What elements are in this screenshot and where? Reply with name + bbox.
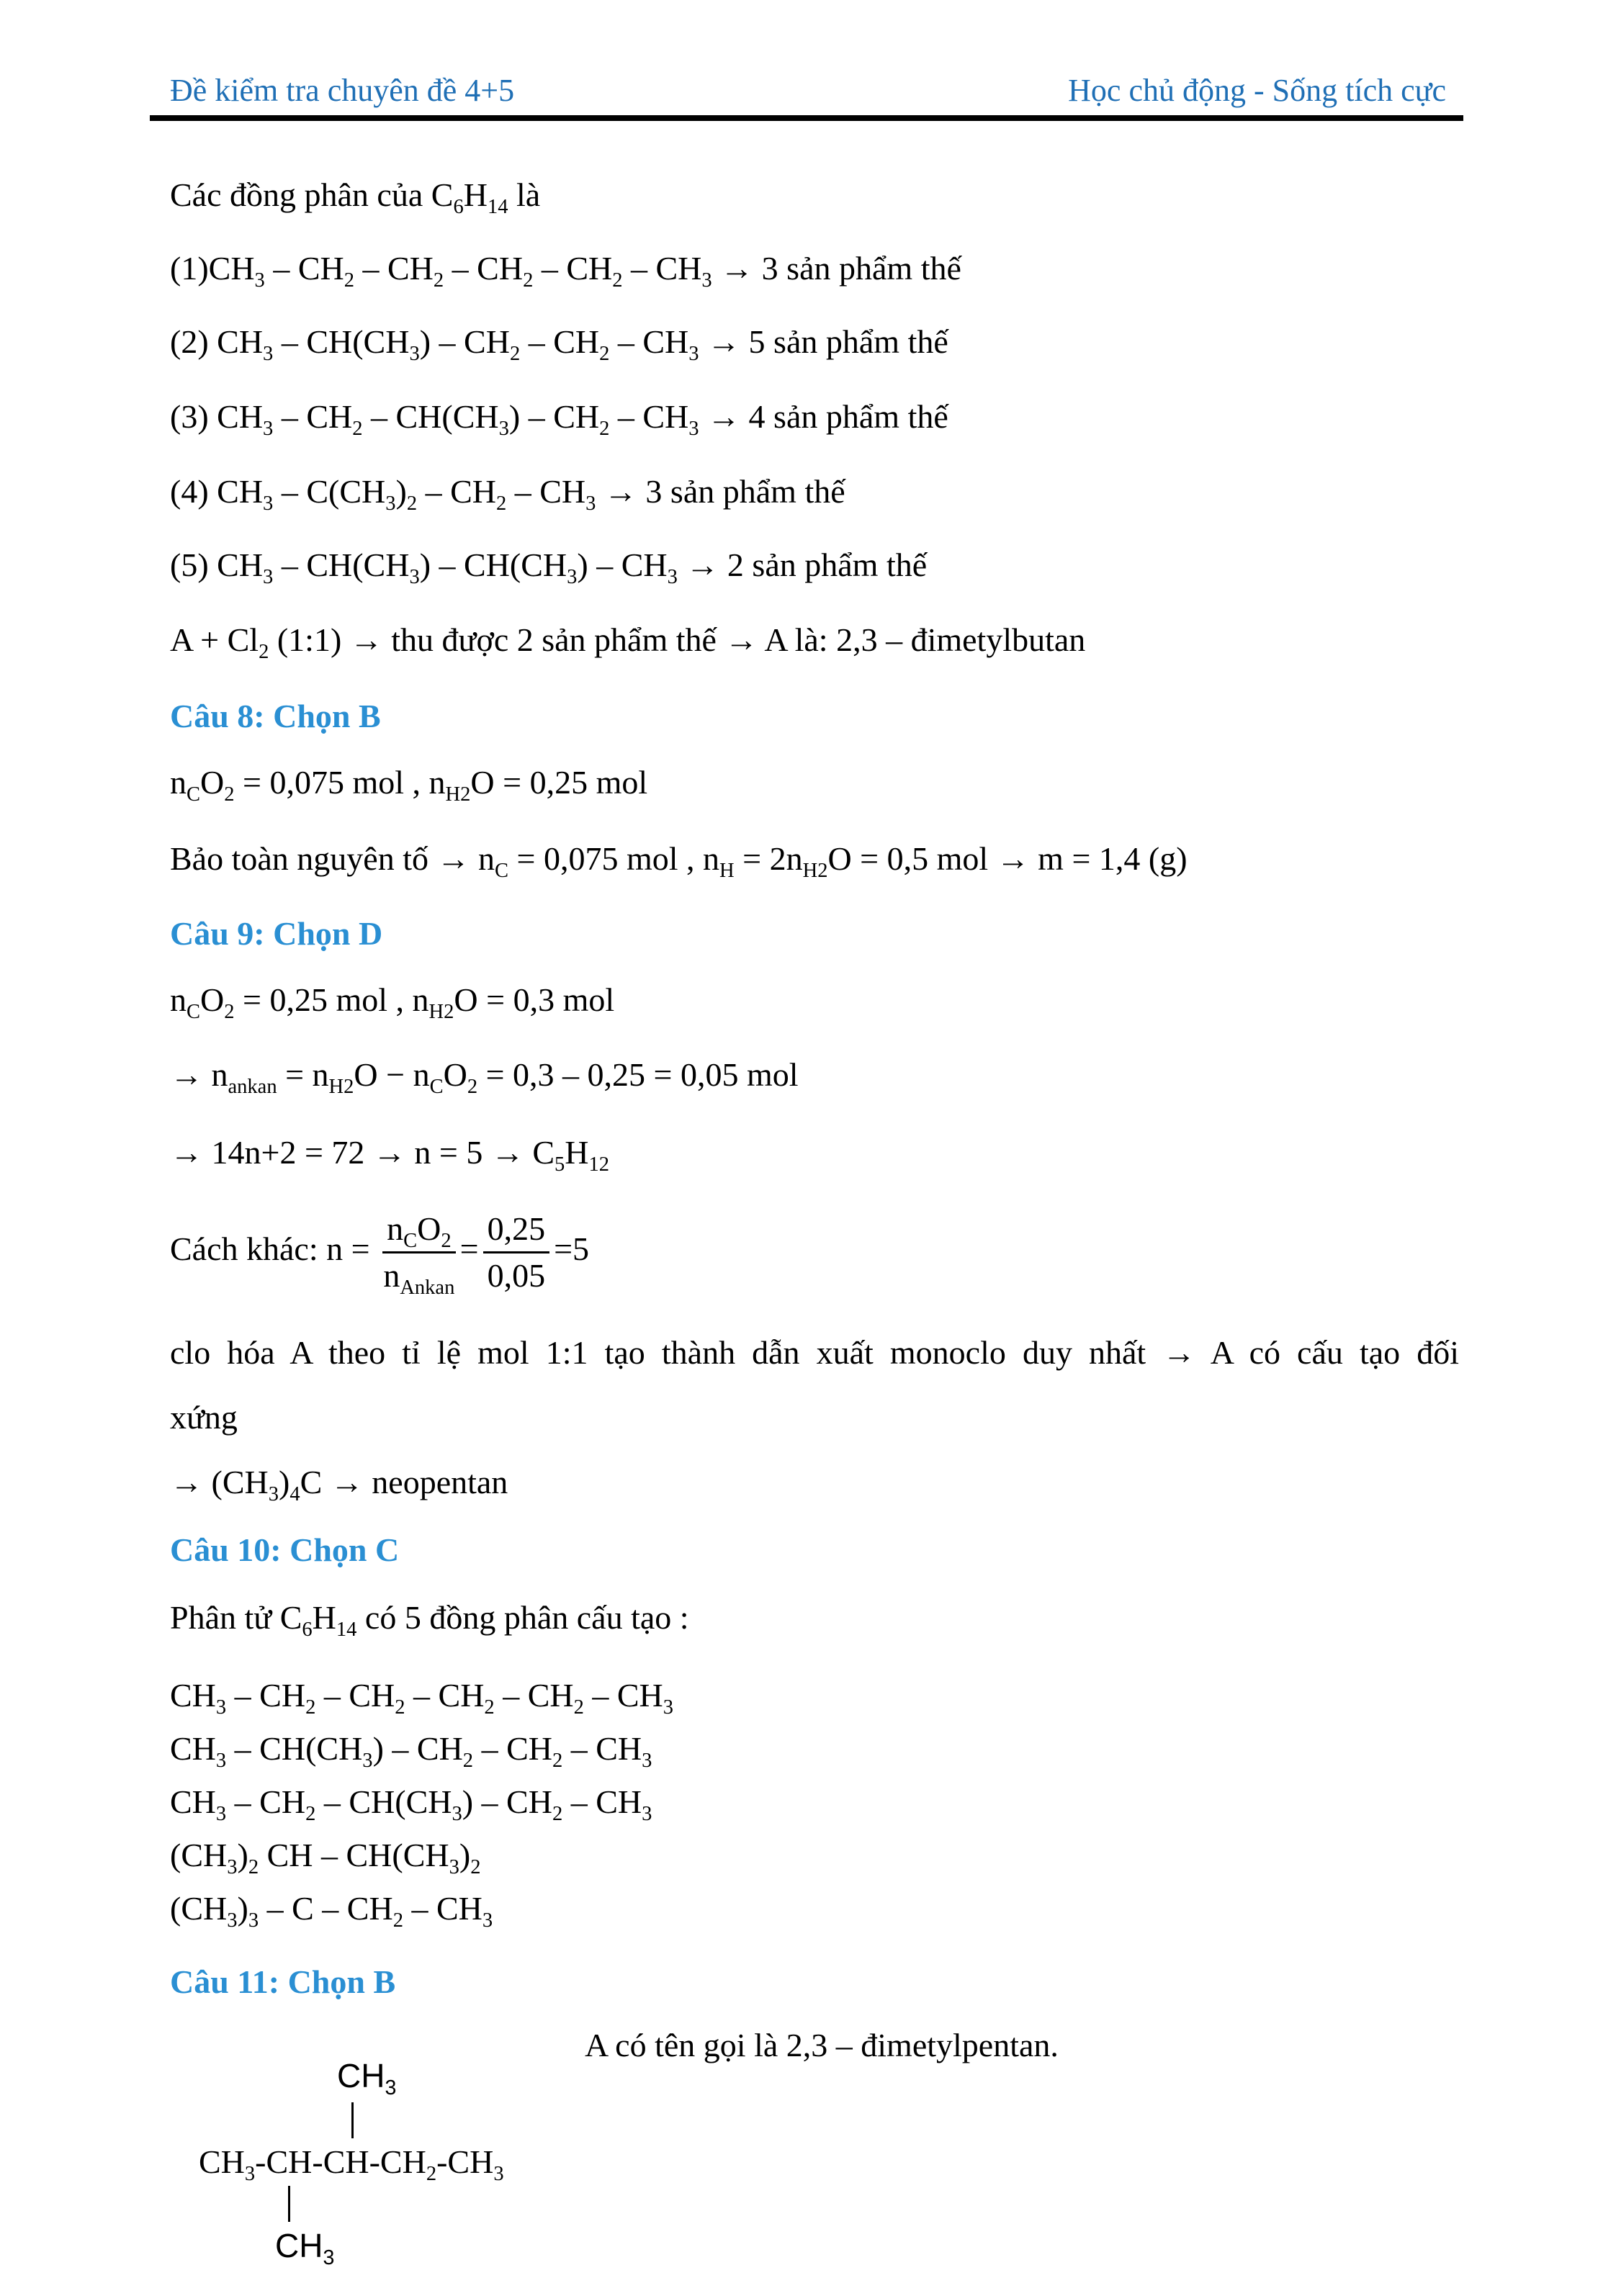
heading-cau-10: Câu 10: Chọn C [170, 1531, 400, 1568]
main-chain: $CH_3-CH-CH-CH_2-CH_3$ [199, 2143, 504, 2185]
header-rule [150, 115, 1463, 121]
isomers-intro: Các đồng phân của $C_6H_{14}$ là [170, 176, 541, 218]
isomer-line: $(1)CH_3 - CH_2 - CH_2 - CH_2 - CH_2 - CH_3 \to 3$ sản phẩm thế [170, 250, 961, 292]
substituent-top: $CH_3$ [337, 2057, 397, 2099]
cau9-line-3: → $14n+2 = 72 \to n = 5 \to C_5H_{12}$ [170, 1134, 610, 1176]
fraction-2: $\frac{0,25}{0,05}$ [483, 1212, 550, 1292]
cau11-name: A có tên gọi là 2,3 – đimetylpentan. [585, 2027, 1059, 2063]
cau10-formula: $CH_3 - CH_2 - CH(CH_3) - CH_2 - CH_3$ [170, 1783, 652, 1825]
isomer-line: (2) $CH_3 - CH(CH_3) - CH_2 - CH_2 - CH_3 \to 5$ sản phẩm thế [170, 323, 948, 365]
heading-cau-8: Câu 8: Chọn B [170, 698, 381, 734]
header-left-title: Đề kiểm tra chuyên đề 4+5 [170, 73, 515, 108]
substituent-bottom: $CH_3$ [275, 2227, 335, 2269]
header-right-slogan: Học chủ động - Sống tích cực [1068, 73, 1446, 108]
cau8-line-1: $n_CO_2 = 0,075$ mol , $n_{H2}O = 0,25$ mol [170, 764, 648, 806]
cau9-line-5: clo hóa A theo tỉ lệ mol 1:1 tạo thành dẫn xuất monoclo duy nhất → A có cấu tạo đối [170, 1334, 1459, 1371]
conclusion-cau7: $A + Cl_2$ (1:1) → thu được 2 sản phẩm thế → A là: 2,3 – đimetylbutan [170, 621, 1086, 663]
cau9-line-7: → $(CH_3)_4C$ → neopentan [170, 1464, 508, 1505]
cau8-line-2: Bảo toàn nguyên tố → $n_C = 0,075$ mol , $n_H = 2n_{H2}O = 0,5$ mol → m = 1,4 (g) [170, 840, 1188, 882]
isomer-line: (5) $CH_3 - CH(CH_3) - CH(CH_3) - CH_3 \to 2$ sản phẩm thế [170, 546, 928, 588]
isomer-line: (4) $CH_3 - C(CH_3)_2 - CH_2 - CH_3 \to 3$ sản phẩm thế [170, 473, 845, 515]
isomer-line: (3) $CH_3 - CH_2 - CH(CH_3) - CH_2 - CH_3 \to 4$ sản phẩm thế [170, 398, 948, 440]
cau10-formula: $(CH_3)_3$ – C – $CH_2 - CH_3$ [170, 1890, 493, 1932]
cau9-alternative: Cách khác: n = $\frac{n_CO_2}{n_{Ankan}}$ = $\frac{0,25}{0,05}$ =5 [170, 1210, 590, 1299]
cau10-formula: $(CH_3)_2$ CH – $CH(CH_3)_2$ [170, 1837, 481, 1878]
bond-top [351, 2102, 354, 2138]
heading-cau-9: Câu 9: Chọn D [170, 915, 383, 952]
heading-cau-11: Câu 11: Chọn B [170, 1963, 396, 2000]
cau9-line-2: → $n_{ankan} = n_{H2}O - n_CO_2 = 0,3 - 0,25 = 0,05$ mol [170, 1056, 799, 1098]
cau10-intro: Phân tử $C_6H_{14}$ có 5 đồng phân cấu tạo : [170, 1599, 689, 1641]
cau9-line-1: $n_CO_2 = 0,25$ mol , $n_{H2}O = 0,3$ mol [170, 981, 615, 1023]
cau9-line-6: xứng [170, 1399, 238, 1436]
fraction-1: $\frac{n_CO_2}{n_{Ankan}}$ [383, 1210, 455, 1299]
cau10-formula: $CH_3 - CH(CH_3) - CH_2 - CH_2 - CH_3$ [170, 1730, 652, 1772]
cau10-formula: $CH_3 - CH_2 - CH_2 - CH_2 - CH_2 - CH_3$ [170, 1677, 674, 1719]
bond-bottom [288, 2186, 290, 2222]
